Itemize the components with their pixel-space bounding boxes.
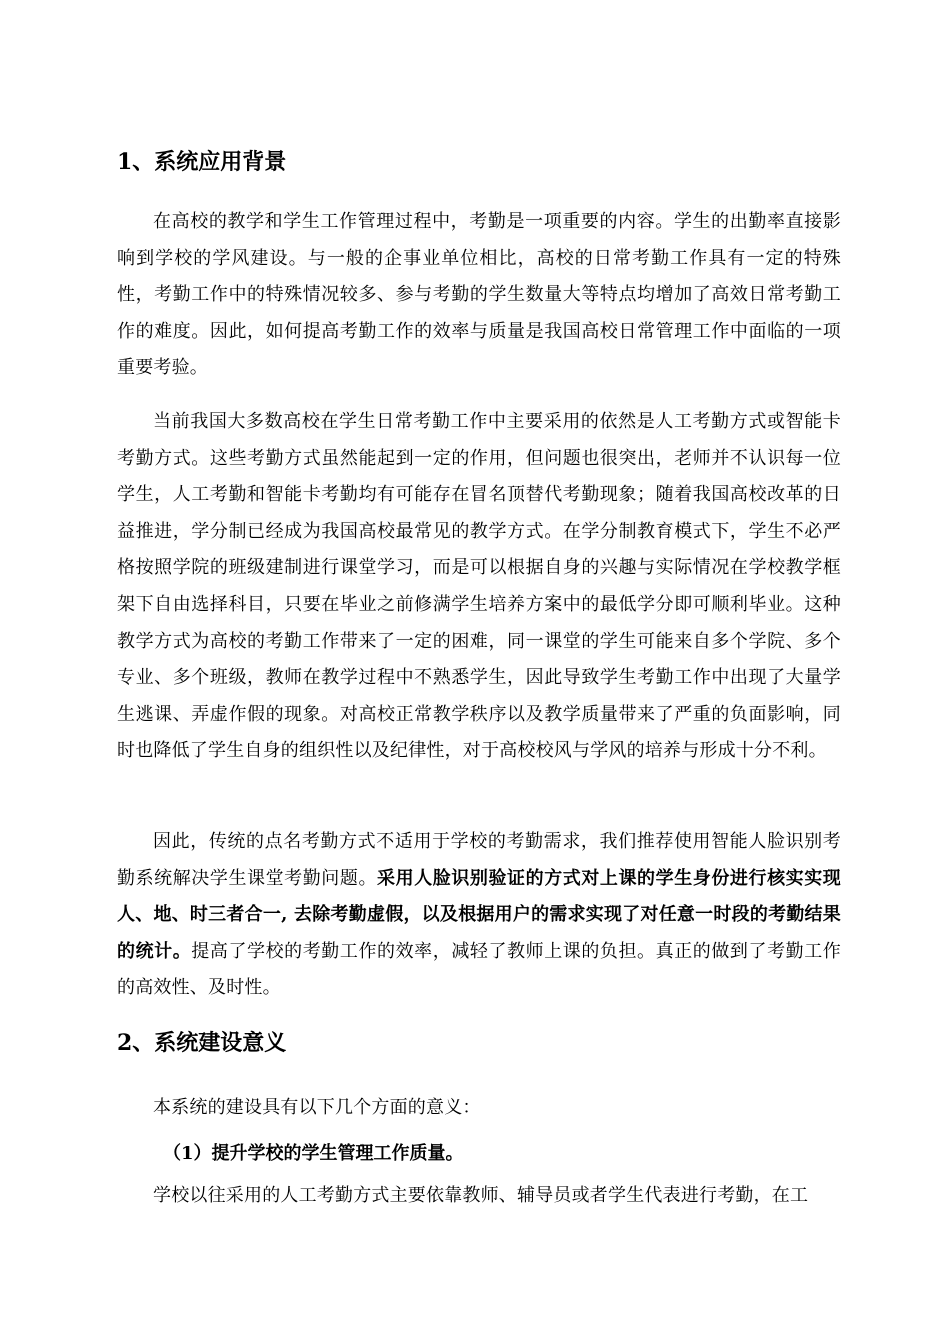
section2-intro: 本系统的建设具有以下几个方面的意义： [153, 1097, 481, 1118]
section1-paragraph-3 [117, 824, 841, 1007]
section1-paragraph-2: 当前我国大多数高校在学生日常考勤工作中主要采用的依然是人工考勤方式或智能卡考勤方式。这些考勤方式虽然能起到一定的作用，但问题也很突出，老师并不认识每一位学生，人工考勤和智能卡考勤均有可能存在冒名顶替代考勤现象；随着我国高校改革的日益推进，学分制已经成为我国高校最常见的教学方式。在学分制教育模式下，学生不必严格按照学院的班级建制进行课堂学习，而是可以根据自身的兴趣与实际情况在学校教学框架下自由选择科目，只要在毕业之前修满学生培养方案中的最低学分即可顺利毕业。这种教学方式为高校的考勤工作带来了一定的困难，同一课堂的学生可能来自多个学院、多个专业、多个班级，教师在教学过程中不熟悉学生，因此导致学生考勤工作中出现了大量学生逃课、弄虚作假的现象。对高校正常教学秩序以及教学质量带来了严重的负面影响，同时也降低了学生自身的组织性以及纪律性，对于高校校风与学风的培养与形成十分不利。 [117, 411, 841, 762]
paragraph-text: 提高了学校的考勤工作的效率，减轻了教师上课的负担。真正的做到了考勤工作的高效性、及时性。 [117, 940, 841, 999]
paragraph-bold-text: 采用人脸识别验证的方式对上课的学生身份进行核实实现人、地、时三者合一, 去除考勤虚假，以及根据用户的需求实现了对任意一时段的考勤结果的统计。 [117, 867, 841, 962]
section2-heading: 2、系统建设意义 [117, 1030, 287, 1056]
section1-paragraph-1: 在高校的教学和学生工作管理过程中，考勤是一项重要的内容。学生的出勤率直接影响到学校的学风建设。与一般的企事业单位相比，高校的日常考勤工作具有一定的特殊性，考勤工作中的特殊情况较多、参与考勤的学生数量大等特点均增加了高效日常考勤工作的难度。因此，如何提高考勤工作的效率与质量是我国高校日常管理工作中面临的一项重要考验。 [117, 211, 841, 379]
section2-paragraph-1: 学校以往采用的人工考勤方式主要依靠教师、辅导员或者学生代表进行考勤，在工 [153, 1185, 809, 1206]
paragraph-text: 因此，传统的点名考勤方式不适用于学校的考勤需求，我们推荐使用智能人脸识别考勤系统解决学生课堂考勤问题。 [117, 831, 841, 889]
section1-heading: 1、系统应用背景 [117, 149, 287, 175]
section2-subheading-1: （1）提升学校的学生管理工作质量。 [163, 1143, 464, 1164]
